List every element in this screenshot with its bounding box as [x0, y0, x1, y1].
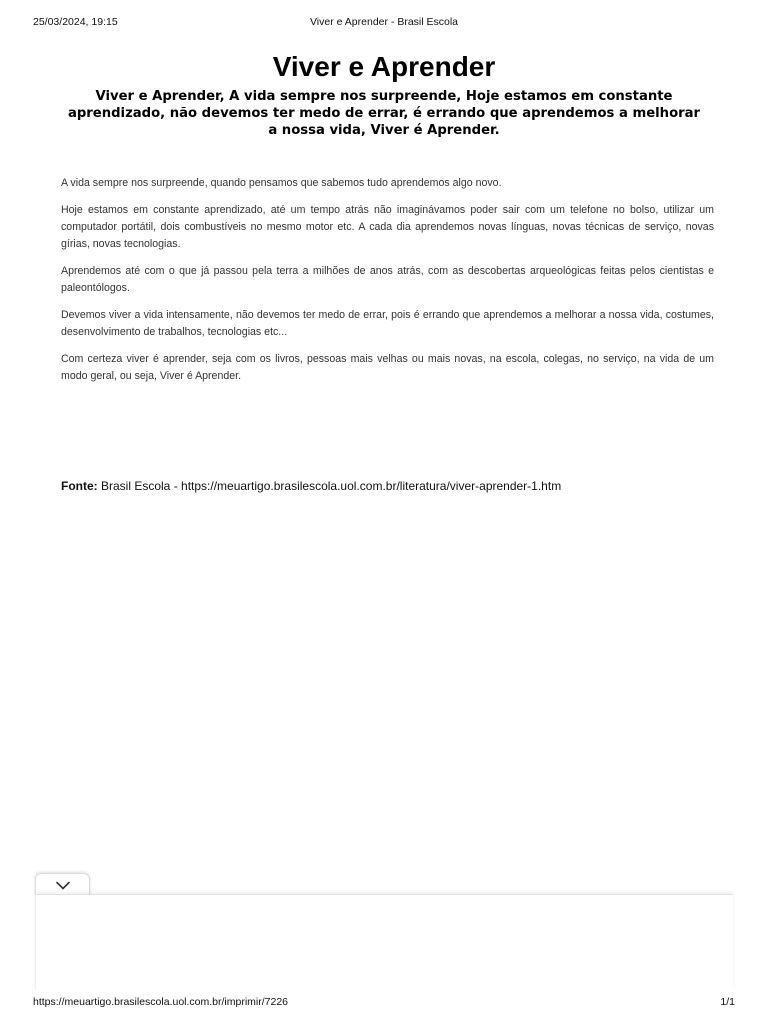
article-body	[61, 175, 714, 395]
article-source	[61, 479, 561, 493]
article-subtitle: Viver e Aprender, A vida sempre nos surpreende, Hoje estamos em constante aprendizado, não devemos ter medo de errar, é errando que aprendemos a melhorar a nossa vida, Viver é Aprender.	[67, 89, 701, 138]
article-paragraph: Com certeza viver é aprender, seja com os livros, pessoas mais velhas ou mais novas, na escola, colegas, no serviço, na vida de um modo geral, ou seja, Viver é Aprender.	[61, 353, 714, 382]
article-title: Viver e Aprender	[272, 51, 496, 82]
article-paragraph: A vida sempre nos surpreende, quando pensamos que sabemos tudo aprendemos algo novo.	[61, 177, 502, 189]
print-footer	[33, 996, 735, 1010]
chevron-down-icon	[56, 881, 70, 890]
ad-panel	[35, 894, 733, 989]
collapse-ad-button[interactable]	[35, 873, 90, 896]
print-date: 25/03/2024, 19:15	[33, 16, 118, 28]
article-paragraph: Aprendemos até com o que já passou pela terra a milhões de anos atrás, com as descobertas arqueológicas feitas pelos cientistas e paleontólogos.	[61, 265, 714, 294]
print-page-title: Viver e Aprender - Brasil Escola	[309, 16, 459, 28]
print-url: https://meuartigo.brasilescola.uol.com.br/imprimir/7226	[33, 996, 289, 1008]
article-paragraph: Devemos viver a vida intensamente, não devemos ter medo de errar, pois é errando que aprendemos a melhorar a nossa vida, costumes, desenvolvimento de trabalhos, tecnologias etc...	[61, 309, 714, 338]
source-text: Brasil Escola - https://meuartigo.brasilescola.uol.com.br/literatura/viver-aprender-1.htm	[101, 479, 562, 493]
print-header	[33, 16, 735, 30]
page-number: 1/1	[720, 996, 735, 1008]
source-label: Fonte:	[61, 479, 98, 493]
article-paragraph: Hoje estamos em constante aprendizado, até um tempo atrás não imaginávamos poder sair com um telefone no bolso, utilizar um computador portátil, dois combustíveis no mesmo motor etc. A cada dia aprendemos novas línguas, novas técnicas de serviço, novas gírias, novas tecnologias.	[61, 204, 714, 250]
